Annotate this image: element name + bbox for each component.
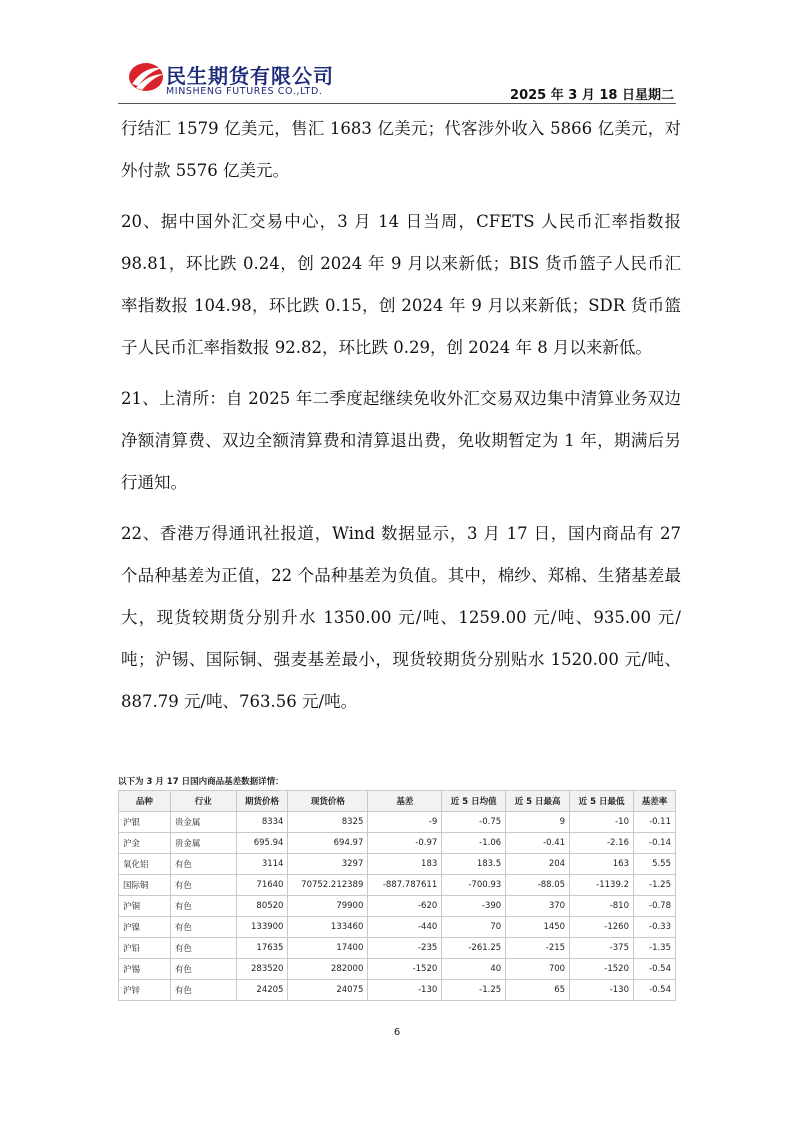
table-cell: -0.33 [633,917,675,938]
table-cell: -130 [368,980,442,1001]
table-row [119,854,676,875]
table-row [119,875,676,896]
table-cell: 8334 [236,812,288,833]
table-cell: -1.06 [442,833,506,854]
table-cell: 有色 [170,854,236,875]
table-cell: 133460 [288,917,368,938]
table-cell: 氧化铝 [119,854,171,875]
paragraph: 20、据中国外汇交易中心，3 月 14 日当周，CFETS 人民币汇率指数报 98.81，环比跌 0.24，创 2024 年 9 月以来新低；BIS 货币篮子人民币汇率指数报 104.98，环比跌 0.15，创 2024 年 9 月以来新低；SDR 货币篮子人民币汇率指数报 92.82，环比跌 0.29，创 2024 年 8 月以来新低。 [121,212,681,357]
table-body [119,812,676,1001]
table-cell: -1260 [570,917,634,938]
table-cell: -1.25 [442,980,506,1001]
table-cell: -130 [570,980,634,1001]
table-cell: 有色 [170,938,236,959]
table-cell: -235 [368,938,442,959]
table-cell: -1.35 [633,938,675,959]
table-cell: -620 [368,896,442,917]
table-cell: 695.94 [236,833,288,854]
page-header [118,52,678,104]
table-cell: 700 [506,959,570,980]
column-header: 现货价格 [288,791,368,812]
table-cell: -0.11 [633,812,675,833]
table-cell: 70752.212389 [288,875,368,896]
table-cell: 694.97 [288,833,368,854]
table-cell: 80520 [236,896,288,917]
table-cell: -9 [368,812,442,833]
table-cell: 有色 [170,896,236,917]
table-cell: -0.75 [442,812,506,833]
table-cell: 70 [442,917,506,938]
table-cell: 有色 [170,875,236,896]
table-cell: 370 [506,896,570,917]
table-header-row [119,791,676,812]
table-row [119,938,676,959]
page-number: 6 [393,1027,401,1038]
table-cell: -887.787611 [368,875,442,896]
column-header: 期货价格 [236,791,288,812]
table-cell: 有色 [170,917,236,938]
company-name-en: MINSHENG FUTURES CO.,LTD. [166,86,323,97]
table-cell: 71640 [236,875,288,896]
table-cell: 24075 [288,980,368,1001]
paragraph: 行结汇 1579 亿美元，售汇 1683 亿美元；代客涉外收入 5866 亿美元，对外付款 5576 亿美元。 [121,119,681,180]
company-name-cn: 民生期货有限公司 [166,64,334,88]
table-cell: 40 [442,959,506,980]
table-cell: 有色 [170,980,236,1001]
table-cell: 5.55 [633,854,675,875]
basis-data-table [118,790,676,1001]
table-cell: 65 [506,980,570,1001]
table-cell: 17400 [288,938,368,959]
paragraph: 21、上清所：自 2025 年二季度起继续免收外汇交易双边集中清算业务双边净额清算费、双边全额清算费和清算退出费，免收期暂定为 1 年，期满后另行通知。 [121,389,681,492]
column-header: 品种 [119,791,171,812]
column-header: 行业 [170,791,236,812]
table-cell: 沪镍 [119,917,171,938]
column-header: 基差 [368,791,442,812]
table-cell: -0.54 [633,959,675,980]
table-cell: 3114 [236,854,288,875]
report-date: 2025 年 3 月 18 日星期二 [510,88,674,103]
table-cell: 沪铜 [119,896,171,917]
table-cell: 9 [506,812,570,833]
table-cell: -0.78 [633,896,675,917]
table-cell: 有色 [170,959,236,980]
table-cell: 204 [506,854,570,875]
table-cell: -0.14 [633,833,675,854]
table-cell: -1139.2 [570,875,634,896]
column-header: 基差率 [633,791,675,812]
table-cell: 79900 [288,896,368,917]
table-cell: 183 [368,854,442,875]
minsheng-logo-icon [126,58,166,94]
table-cell: -1520 [570,959,634,980]
table-row [119,917,676,938]
table-cell: -0.97 [368,833,442,854]
paragraph: 22、香港万得通讯社报道，Wind 数据显示，3 月 17 日，国内商品有 27 个品种基差为正值，22 个品种基差为负值。其中，棉纱、郑棉、生猪基差最大，现货较期货分别升水 1350.00 元/吨、1259.00 元/吨、935.00 元/吨；沪锡、国际铜、强麦基差最小，现货较期货分别贴水 1520.00 元/吨、887.79 元/吨、763.56 元/吨。 [121,524,681,711]
table-cell: 283520 [236,959,288,980]
table-cell: -0.41 [506,833,570,854]
table-cell: -2.16 [570,833,634,854]
table-cell: 贵金属 [170,812,236,833]
table-cell: 贵金属 [170,833,236,854]
header-divider [118,103,676,104]
table-cell: 3297 [288,854,368,875]
column-header: 近 5 日均值 [442,791,506,812]
table-cell: 133900 [236,917,288,938]
table-row [119,896,676,917]
table-cell: -440 [368,917,442,938]
table-cell: 沪铅 [119,938,171,959]
table-cell: -0.54 [633,980,675,1001]
table-cell: -10 [570,812,634,833]
column-header: 近 5 日最低 [570,791,634,812]
table-cell: 24205 [236,980,288,1001]
table-cell: 沪锡 [119,959,171,980]
table-cell: 183.5 [442,854,506,875]
table-cell: 282000 [288,959,368,980]
table-row [119,833,676,854]
table-cell: -1520 [368,959,442,980]
table-cell: -390 [442,896,506,917]
column-header: 近 5 日最高 [506,791,570,812]
table-cell: -261.25 [442,938,506,959]
table-cell: 17635 [236,938,288,959]
table-row [119,812,676,833]
table-cell: 8325 [288,812,368,833]
table-row [119,959,676,980]
table-cell: -810 [570,896,634,917]
table-cell: 国际铜 [119,875,171,896]
news-body [121,108,681,732]
table-cell: 1450 [506,917,570,938]
table-cell: 沪银 [119,812,171,833]
table-cell: -1.25 [633,875,675,896]
table-cell: 沪锌 [119,980,171,1001]
table-cell: 163 [570,854,634,875]
table-cell: -700.93 [442,875,506,896]
table-cell: -375 [570,938,634,959]
table-cell: -215 [506,938,570,959]
table-cell: 沪金 [119,833,171,854]
table-row [119,980,676,1001]
table-caption: 以下为 3 月 17 日国内商品基差数据详情： [118,777,284,787]
table-cell: -88.05 [506,875,570,896]
